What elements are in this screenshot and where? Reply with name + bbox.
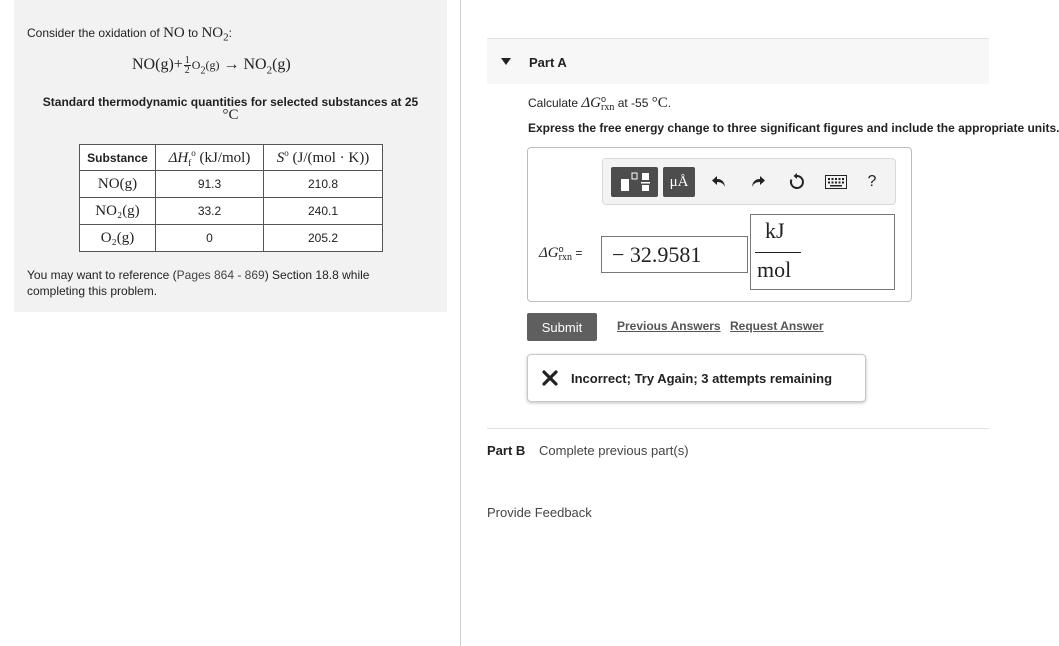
header-entropy-unit: (J/(mol · K)) bbox=[288, 150, 370, 166]
incorrect-x-icon bbox=[541, 369, 559, 387]
keyboard-icon[interactable] bbox=[823, 167, 849, 197]
reaction-reactant-2-sub: 2 bbox=[200, 65, 206, 77]
feedback-text: Incorrect; Try Again; 3 attempts remaining bbox=[571, 371, 833, 386]
header-entropy-symbol: S bbox=[276, 150, 285, 166]
intro-reactant: NO bbox=[163, 25, 185, 41]
coef-denominator: 2 bbox=[184, 65, 190, 76]
panel-divider bbox=[460, 0, 461, 646]
reaction-reactant-1: NO(g)+ bbox=[132, 56, 183, 74]
part-a-title: Part A bbox=[529, 55, 567, 70]
previous-answers-link[interactable]: Previous Answers bbox=[617, 319, 721, 333]
collapse-caret-icon[interactable] bbox=[501, 58, 511, 65]
table-cell-substance: NO₂(g) bbox=[80, 198, 156, 225]
question-symbol: ΔG bbox=[581, 95, 602, 111]
intro-text: Consider the oxidation of bbox=[27, 26, 164, 40]
table-row bbox=[80, 225, 383, 252]
redo-icon[interactable] bbox=[746, 167, 770, 197]
part-b-status: Complete previous part(s) bbox=[539, 443, 689, 458]
table-heading-unit: °C bbox=[222, 107, 239, 123]
table-heading-text: Standard thermodynamic quantities for selected substances at 25 bbox=[42, 95, 419, 109]
part-separator bbox=[487, 428, 989, 429]
question-period: . bbox=[667, 96, 672, 110]
unit-fraction-bar bbox=[755, 252, 801, 253]
reaction-product-sub: 2 bbox=[266, 64, 273, 77]
answer-units-input[interactable] bbox=[750, 214, 895, 290]
table-row bbox=[80, 171, 383, 198]
header-delta-h bbox=[156, 145, 264, 171]
feedback-message bbox=[527, 354, 866, 402]
question-symbol-sub: rxn bbox=[601, 102, 615, 114]
intro-product-sub: 2 bbox=[223, 31, 229, 44]
answer-label-sub: rxn bbox=[558, 252, 572, 264]
math-toolbar bbox=[602, 158, 896, 205]
table-cell-entropy: 240.1 bbox=[264, 198, 383, 225]
table-cell-enthalpy: 91.3 bbox=[156, 171, 264, 198]
table-cell-substance: O₂(g) bbox=[80, 225, 156, 252]
table-header-row bbox=[80, 145, 383, 171]
table-cell-enthalpy: 0 bbox=[156, 225, 264, 252]
units-button[interactable]: μÅ bbox=[663, 167, 695, 197]
reaction-reactant-2: O bbox=[191, 58, 201, 73]
reaction-product: NO bbox=[243, 56, 267, 74]
intro-colon: : bbox=[228, 26, 232, 40]
part-a-instruction: Express the free energy change to three significant figures and include the appropriate units. bbox=[528, 121, 1059, 135]
reference-note bbox=[27, 267, 427, 299]
question-unit: °C bbox=[651, 95, 668, 111]
submit-button[interactable]: Submit bbox=[527, 313, 597, 341]
answer-label-sup: o bbox=[558, 244, 564, 254]
table-cell-substance: NO(g) bbox=[80, 171, 156, 198]
undo-icon[interactable] bbox=[707, 167, 731, 197]
reaction-arrow: → bbox=[219, 56, 244, 74]
question-symbol-sup: o bbox=[601, 94, 607, 104]
reset-icon[interactable] bbox=[785, 167, 809, 197]
templates-button[interactable] bbox=[611, 167, 658, 197]
reaction-product-phase: (g) bbox=[272, 56, 291, 74]
header-substance: Substance bbox=[80, 145, 156, 171]
question-prefix: Calculate bbox=[528, 96, 582, 110]
reference-suffix: ) Section 18.8 while completing this problem. bbox=[27, 268, 370, 298]
header-delta-h-symbol: ΔH bbox=[168, 149, 189, 166]
problem-intro bbox=[27, 25, 232, 43]
unit-denominator: mol bbox=[757, 257, 792, 282]
coef-numerator: 1 bbox=[184, 55, 190, 66]
table-heading bbox=[14, 96, 447, 122]
reaction-reactant-2-phase: (g) bbox=[205, 58, 220, 73]
help-button[interactable]: ? bbox=[867, 173, 877, 190]
intro-product: NO bbox=[201, 25, 224, 41]
header-delta-h-sub: f bbox=[188, 157, 192, 168]
unit-numerator: kJ bbox=[765, 218, 785, 243]
request-answer-link[interactable]: Request Answer bbox=[730, 319, 824, 333]
question-temperature: at -55 bbox=[614, 96, 652, 110]
header-entropy-sup: o bbox=[284, 148, 289, 158]
reaction-equation bbox=[132, 56, 291, 76]
reference-prefix: You may want to reference ( bbox=[27, 268, 177, 282]
answer-label-equals: = bbox=[572, 246, 583, 260]
header-delta-h-sup: o bbox=[191, 147, 196, 158]
table-cell-enthalpy: 33.2 bbox=[156, 198, 264, 225]
provide-feedback-link[interactable]: Provide Feedback bbox=[487, 505, 592, 520]
answer-label-symbol: ΔG bbox=[539, 245, 559, 261]
header-entropy bbox=[264, 145, 383, 171]
part-a-question bbox=[528, 94, 671, 113]
table-cell-entropy: 205.2 bbox=[264, 225, 383, 252]
part-b-title[interactable]: Part B bbox=[487, 443, 526, 458]
problem-panel bbox=[14, 0, 447, 312]
thermo-table bbox=[79, 144, 383, 252]
part-a-header[interactable] bbox=[487, 38, 989, 84]
templates-icon bbox=[617, 171, 653, 193]
answer-value-input[interactable]: − 32.9581 bbox=[601, 236, 748, 273]
reference-pages-link[interactable]: Pages 864 - 869 bbox=[176, 268, 265, 282]
reaction-coefficient bbox=[184, 56, 191, 75]
answer-box bbox=[527, 147, 912, 302]
intro-text-mid: to bbox=[184, 26, 202, 40]
header-delta-h-unit: (kJ/mol) bbox=[195, 149, 251, 166]
answer-label bbox=[539, 244, 582, 263]
table-cell-entropy: 210.8 bbox=[264, 171, 383, 198]
table-row bbox=[80, 198, 383, 225]
